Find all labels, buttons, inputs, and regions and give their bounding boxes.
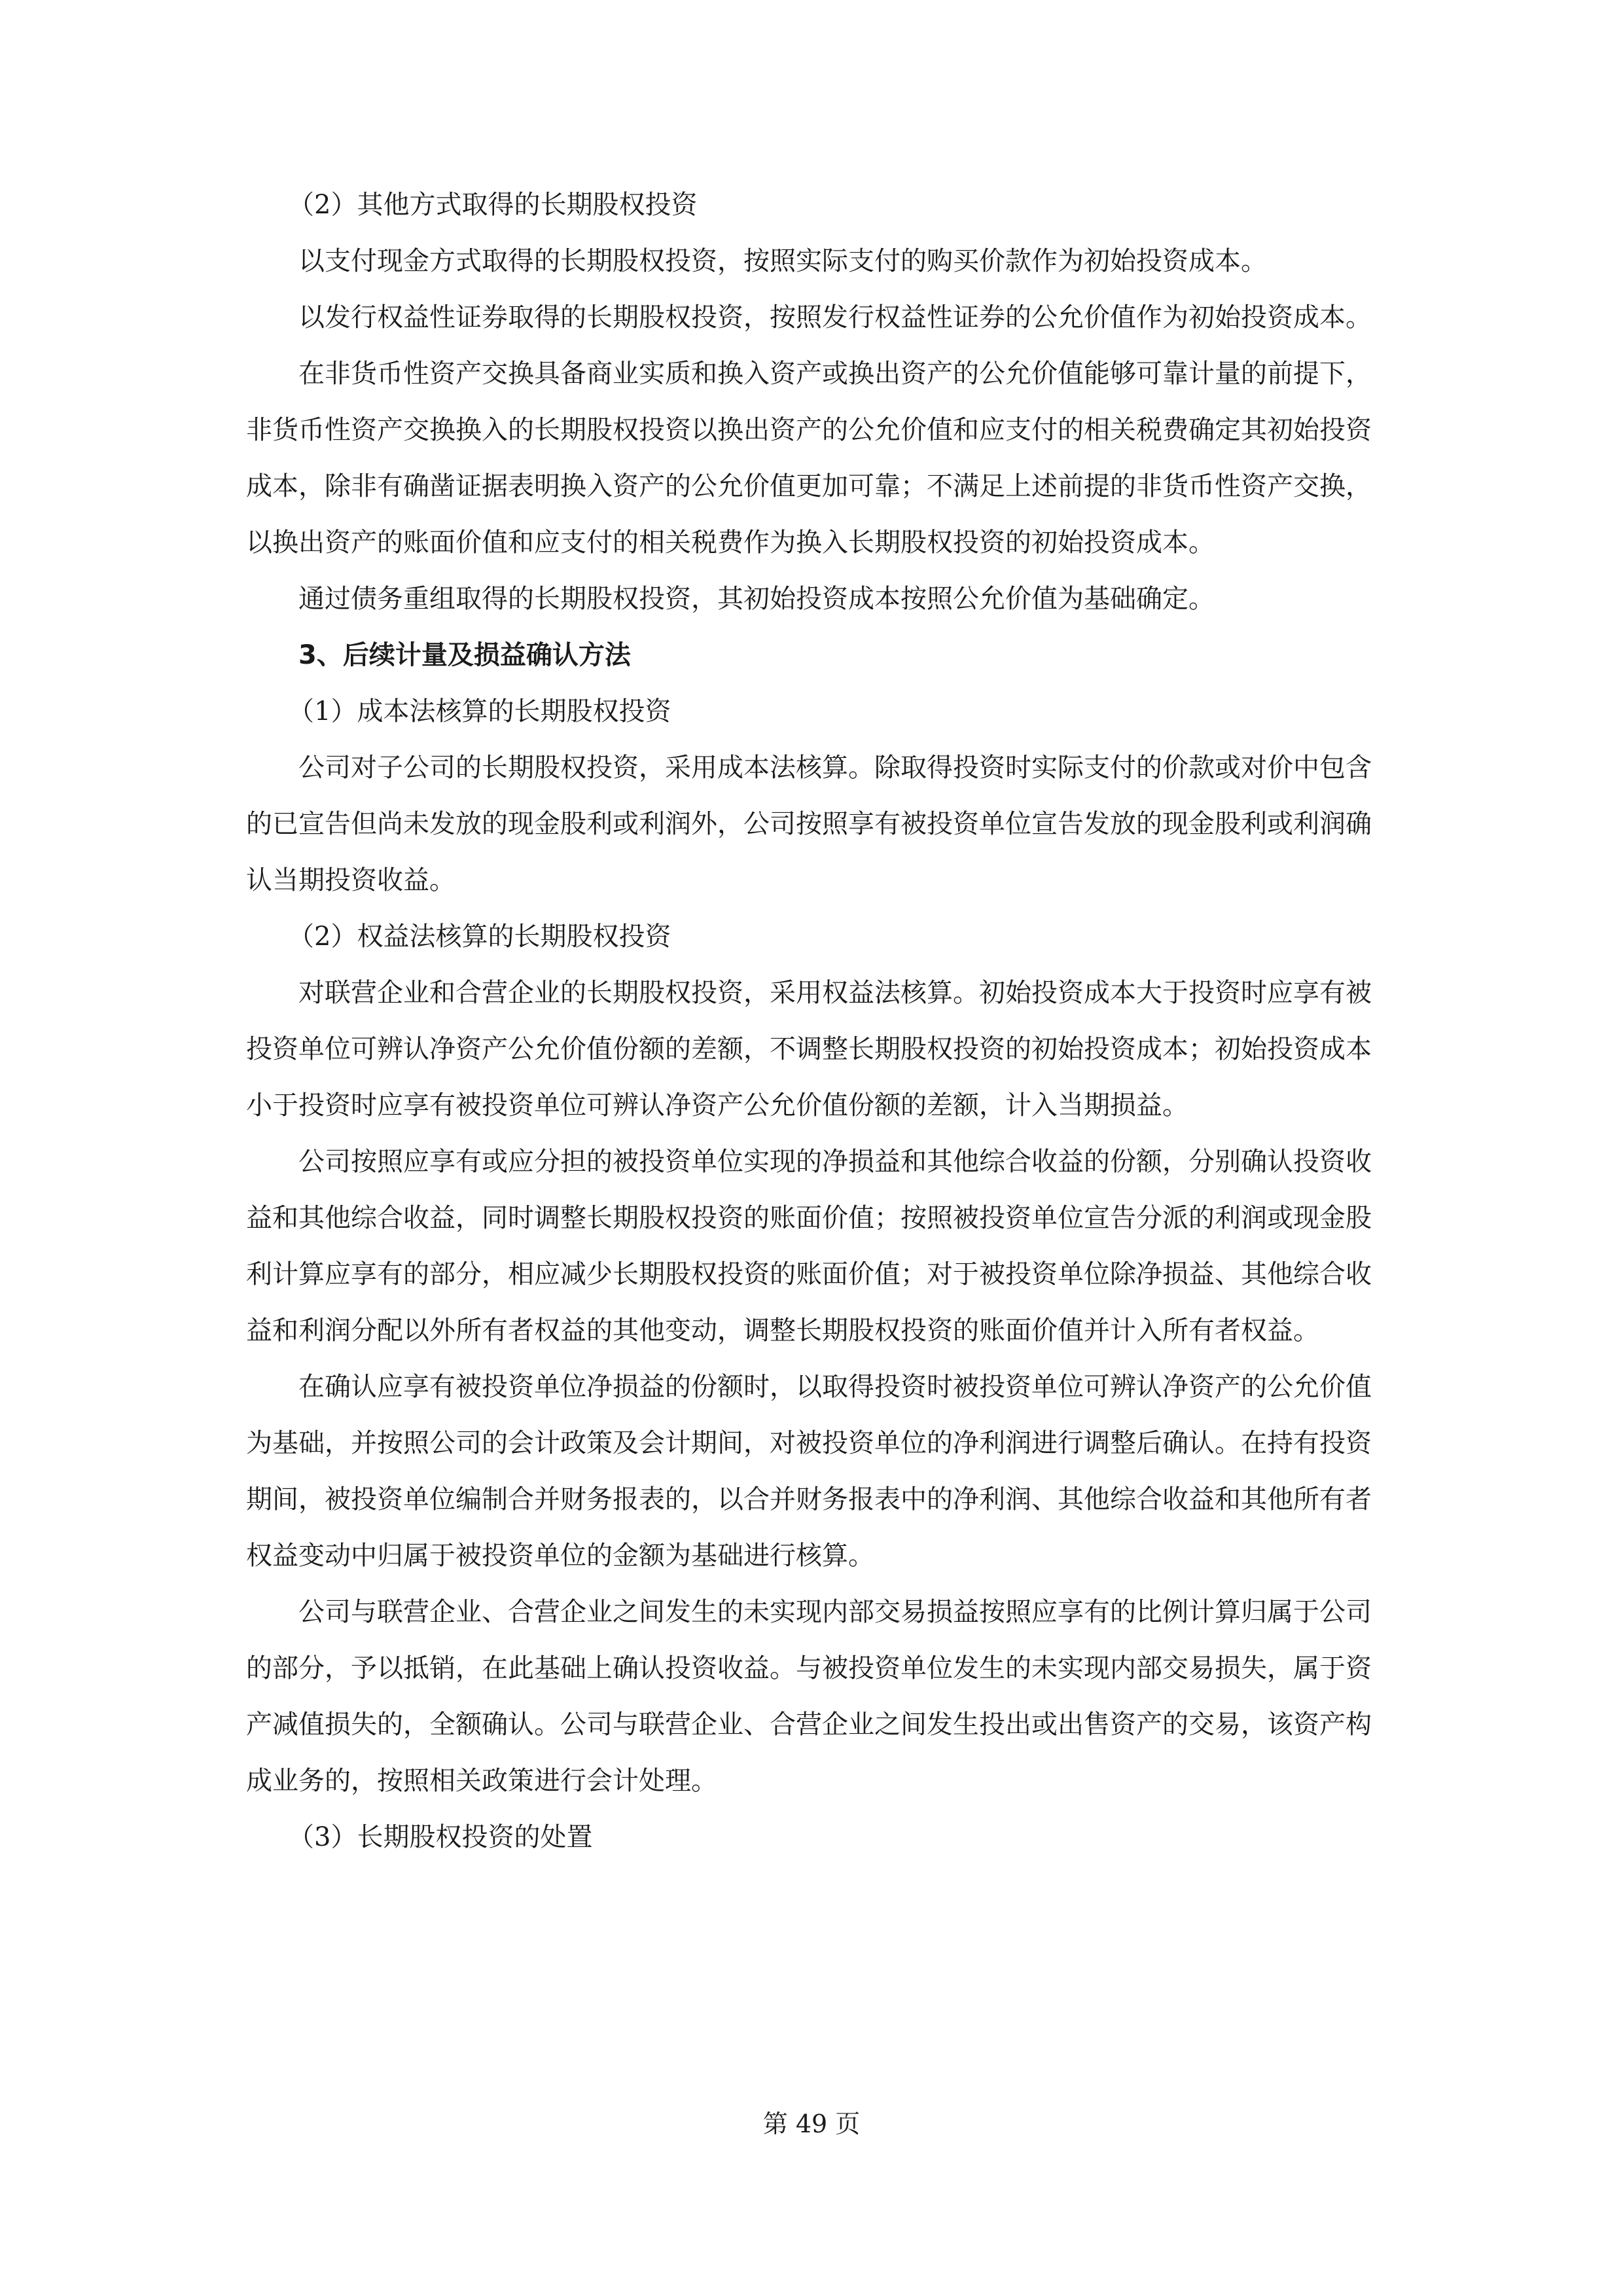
paragraph-equity-method-initial: 对联营企业和合营企业的长期股权投资，采用权益法核算。初始投资成本大于投资时应享有被投资单位可辨认净资产公允价值份额的差额，不调整长期股权投资的初始投资成本；初始投资成本小于投资时应享有被投资单位可辨认净资产公允价值份额的差额，计入当期损益。 xyxy=(246,978,1372,1121)
section-heading-subsequent-measurement: 3、后续计量及损益确认方法 xyxy=(298,640,631,670)
paragraph-debt-restructuring: 通过债务重组取得的长期股权投资，其初始投资成本按照公允价值为基础确定。 xyxy=(298,584,1215,614)
page-number: 第 49 页 xyxy=(762,2109,861,2138)
paragraph-unrealized-transactions: 公司与联营企业、合营企业之间发生的未实现内部交易损益按照应享有的比例计算归属于公司的部分，予以抵销，在此基础上确认投资收益。与被投资单位发生的未实现内部交易损失，属于资产减值损失的，全额确认。公司与联营企业、合营企业之间发生投出或出售资产的交易，该资产构成业务的，按照相关政策进行会计处理。 xyxy=(246,1597,1372,1796)
subheading-disposal: （3）长期股权投资的处置 xyxy=(288,1822,593,1852)
paragraph-cost-method: 公司对子公司的长期股权投资，采用成本法核算。除取得投资时实际支付的价款或对价中包含的已宣告但尚未发放的现金股利或利润外，公司按照享有被投资单位宣告发放的现金股利或利润确认当期投资收益。 xyxy=(246,753,1372,895)
subheading-cost-method: （1）成本法核算的长期股权投资 xyxy=(288,696,671,726)
document-body xyxy=(246,177,1372,1865)
paragraph-fair-value-basis: 在确认应享有被投资单位净损益的份额时，以取得投资时被投资单位可辨认净资产的公允价值为基础，并按照公司的会计政策及会计期间，对被投资单位的净利润进行调整后确认。在持有投资期间，被投资单位编制合并财务报表的，以合并财务报表中的净利润、其他综合收益和其他所有者权益变动中归属于被投资单位的金额为基础进行核算。 xyxy=(246,1372,1372,1571)
subheading-equity-method: （2）权益法核算的长期股权投资 xyxy=(288,922,671,952)
paragraph-cash-acquisition: 以支付现金方式取得的长期股权投资，按照实际支付的购买价款作为初始投资成本。 xyxy=(298,246,1267,276)
paragraph-non-monetary-exchange: 在非货币性资产交换具备商业实质和换入资产或换出资产的公允价值能够可靠计量的前提下，非货币性资产交换换入的长期股权投资以换出资产的公允价值和应支付的相关税费确定其初始投资成本，除非有确凿证据表明换入资产的公允价值更加可靠；不满足上述前提的非货币性资产交换，以换出资产的账面价值和应支付的相关税费作为换入长期股权投资的初始投资成本。 xyxy=(246,359,1372,558)
paragraph-equity-method-share: 公司按照应享有或应分担的被投资单位实现的净损益和其他综合收益的份额，分别确认投资收益和其他综合收益，同时调整长期股权投资的账面价值；按照被投资单位宣告分派的利润或现金股利计算应享有的部分，相应减少长期股权投资的账面价值；对于被投资单位除净损益、其他综合收益和利润分配以外所有者权益的其他变动，调整长期股权投资的账面价值并计入所有者权益。 xyxy=(246,1147,1372,1346)
subheading-other-acquisition: （2）其他方式取得的长期股权投资 xyxy=(288,190,698,220)
paragraph-equity-securities: 以发行权益性证券取得的长期股权投资，按照发行权益性证券的公允价值作为初始投资成本。 xyxy=(298,302,1372,332)
